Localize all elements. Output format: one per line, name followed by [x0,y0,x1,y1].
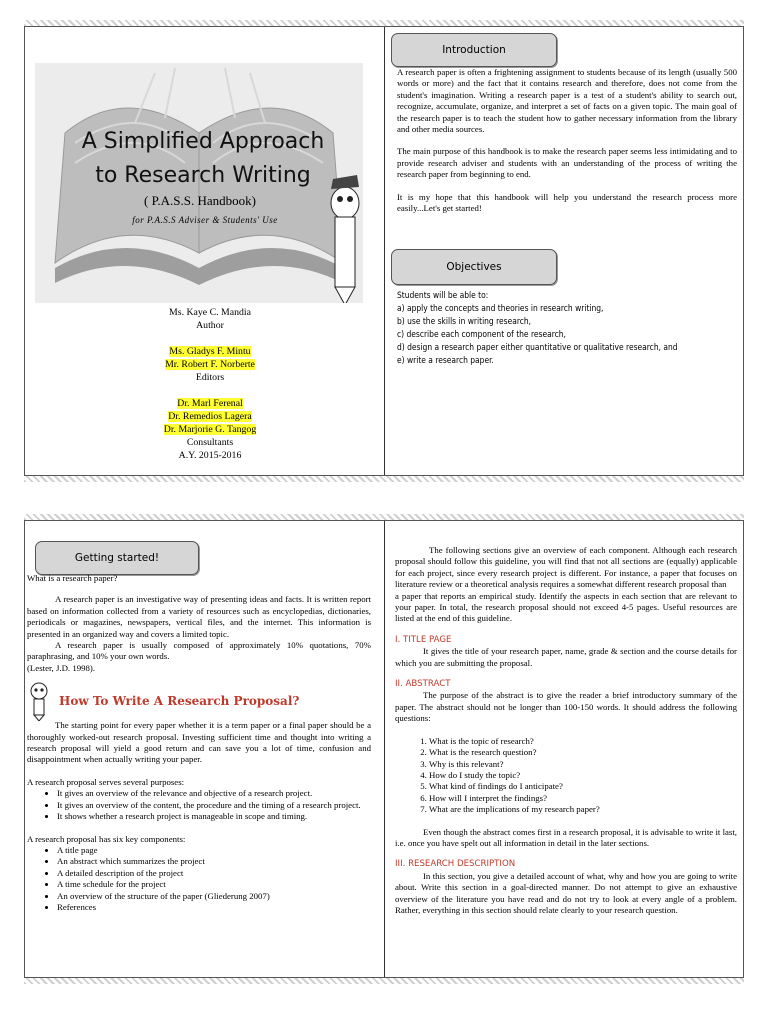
credits-block [85,306,335,462]
editor-name: Mr. Robert F. Norberte [165,359,255,370]
proposal-heading-row [27,682,371,720]
body-paragraph: a paper that reports an empirical study. Identify the aspects in each section that are relevant to your paper. In total, the research proposal should not exceed 4-5 pages. Useful resources are listed at the end of this guideline. [395,590,737,624]
introduction-text [397,67,737,214]
cover-title [55,125,351,193]
academic-year: A.Y. 2015-2016 [178,450,242,461]
body-paragraph: It gives the title of your research paper, name, grade & section and the course details for which you are submitting the proposal. [395,646,737,668]
objective-item: a) apply the concepts and theories in research writing, [397,303,604,313]
citation: (Lester, J.D. 1998). [27,662,96,673]
consultant-name: Dr. Marl Ferenal [177,398,243,409]
section-heading: II. ABSTRACT [395,679,451,690]
getting-started-heading: Getting started! [35,541,199,575]
proposal-heading: How To Write A Research Proposal? [59,693,300,708]
body-paragraph: A research paper is an investigative way of presenting ideas and facts. It is written report based on information collected from a variety of resources such as encyclopedias, dictionaries, periodicals or magazines, newspapers, vertical files, and the internet. This information is presented in an organized way and covers a limited topic. [27,594,371,639]
cover-subtitle: ( P.A.S.S. Handbook) [144,193,256,208]
intro-paragraph: The main purpose of this handbook is to make the research paper seems less intimidating and to provide research adviser and students with an understanding of the process of writing the research paper from beginning to end. [397,146,737,180]
author-role: Author [196,320,224,331]
intro-paragraph: It is my hope that this handbook will help you understand the research process more easily...Let's get started! [397,191,737,214]
body-paragraph: In this section, you give a detailed account of what, why and how you are going to write about. Write this section in a goal-directed manner. Do not attempt to give an exhaustive overview of the literature you have read and do not try to look at every angle of a problem. Rather, everything in this section should relate clearly to your research question. [395,870,737,915]
list-item: 5. What kind of findings do I anticipate? [429,781,737,792]
body-paragraph: The following sections give an overview of each component. Although each research proposal should follow this guideline, you will find that not all sections are (equally) applicable for each project, since every research project is different. For instance, a paper that focuses on literature review or a theoretical analysis requires a somewhat different research proposal than [395,545,737,590]
editor-name: Ms. Gladys F. Mintu [169,346,251,357]
list-item: • An abstract which summarizes the project [57,856,371,867]
abstract-questions [395,736,737,816]
body-paragraph: Even though the abstract comes first in a research proposal, it is advisable to write it last, i.e. once you have spelt out all information in detail in the later sections. [395,826,737,848]
body-paragraph: The purpose of the abstract is to give the reader a brief introductory summary of the paper. The abstract should not be longer than 100-150 words. It should address the following questions: [395,690,737,724]
objective-item: c) describe each component of the research, [397,329,566,339]
section-heading: III. RESEARCH DESCRIPTION [395,859,516,870]
pencil-mascot-icon [331,175,359,303]
list-item: • An overview of the structure of the paper (Gliederung 2007) [57,891,371,902]
list-item: 6. How will I interpret the findings? [429,793,737,804]
objective-item: d) design a research paper either quantitative or qualitative research, and [397,342,678,352]
author-name: Ms. Kaye C. Mandia [169,307,251,318]
components-column [395,545,737,916]
list-item: 3. Why is this relevant? [429,759,737,770]
section-question: What is a research paper? [27,573,118,583]
consultant-role: Consultants [186,437,234,448]
editor-role: Editors [195,372,225,383]
components-intro: A research proposal has six key components: [27,833,186,844]
components-list [27,845,371,913]
section-heading: I. TITLE PAGE [395,634,452,645]
list-item: • A time schedule for the project [57,879,371,890]
objectives-list [397,289,737,367]
list-item: • A title page [57,845,371,856]
intro-paragraph: A research paper is often a frightening assignment to students because of its length (usually 500 words or more) and the fact that it contains research and therefore, does not come from the student's imagination. Writing a research paper is a test of a student's ability to search out, recognize, accumulate, organize, and interpret a set of facts on a given topic. The main goal of the research paper is to teach the student how to gather necessary information from the library and other media sources. [397,67,737,135]
cover-title-line-1: A Simplified Approach [81,129,325,154]
list-item: 4. How do I study the topic? [429,770,737,781]
bottom-border-pattern [24,476,744,482]
cover-title-line-2: to Research Writing [95,163,311,188]
list-item: 7. What are the implications of my research paper? [429,804,737,815]
pencil-mascot-icon [27,681,53,721]
purposes-list [27,788,371,822]
column-divider [384,27,385,475]
getting-started-sheet [24,520,744,978]
consultant-name: Dr. Remedios Lagera [168,411,252,422]
objective-item: b) use the skills in writing research, [397,316,532,326]
getting-started-column [27,573,371,913]
objectives-heading: Objectives [391,249,557,285]
list-item: 1. What is the topic of research? [429,736,737,747]
body-paragraph: The starting point for every paper whether it is a term paper or a final paper should be a thoroughly worked-out research proposal. Investing sufficient time and thought into writing a research proposal will yield a good return and can save you a lot of time, confusion and disappointment when actually writing your paper. [27,720,371,765]
objective-item: e) write a research paper. [397,355,494,365]
list-item: 2. What is the research question? [429,747,737,758]
list-item: • It shows whether a research project is manageable in scope and timing. [57,811,371,822]
list-item: • References [57,902,371,913]
handbook-cover-sheet [24,26,744,476]
column-divider [384,521,385,977]
consultant-name: Dr. Marjorie G. Tangog [163,424,257,435]
cover-subtitle-2: for P.A.S.S Adviser & Students' Use [132,215,278,225]
purposes-intro: A research proposal serves several purposes: [27,776,185,787]
list-item: • It gives an overview of the content, the procedure and the timing of a research project. [57,800,371,811]
list-item: • A detailed description of the project [57,868,371,879]
introduction-heading: Introduction [391,33,557,67]
objectives-intro: Students will be able to: [397,290,489,300]
bottom-border-pattern [24,978,744,984]
list-item: • It gives an overview of the relevance and objective of a research project. [57,788,371,799]
body-paragraph: A research paper is usually composed of approximately 10% quotations, 70% paraphrasing, and 10% your own words. [27,640,371,662]
